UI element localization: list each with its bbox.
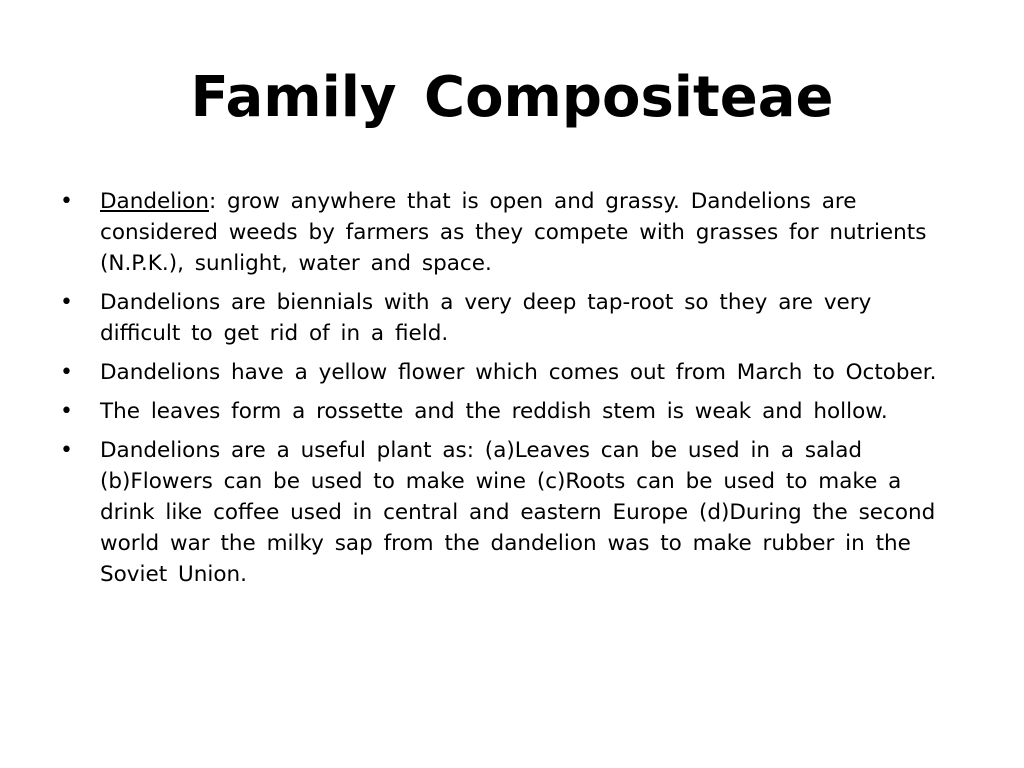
bullet-text: Dandelions have a yellow flower which comes out from March to October.	[100, 360, 937, 385]
bullet-item	[60, 357, 950, 388]
slide-title: Family Compositeae	[190, 65, 834, 130]
bullet-item	[60, 435, 950, 590]
bullet-text: The leaves form a rossette and the reddish stem is weak and hollow.	[100, 399, 888, 424]
bullet-point-icon: •	[60, 438, 73, 463]
bullet-point-icon: •	[60, 399, 73, 424]
bullet-list	[60, 186, 950, 598]
bullet-text: Dandelions are a useful plant as: (a)Leaves can be used in a salad (b)Flowers can be used to make wine (c)Roots can be used to make a drink like coffee used in central and eastern Europe (d)During the second world war the milky sap from the dandelion was to make rubber in the Soviet Union.	[100, 438, 936, 587]
bullet-text: Dandelions are biennials with a very deep tap-root so they are very difficult to get rid of in a field.	[100, 290, 872, 346]
bullet-item	[60, 287, 950, 349]
bullet-item	[60, 186, 950, 279]
bullet-item	[60, 396, 950, 427]
bullet-term: Dandelion	[100, 189, 209, 214]
bullet-text: : grow anywhere that is open and grassy. Dandelions are considered weeds by farmers as they compete with grasses for nutrients (N.P.K.), sunlight, water and space.	[100, 189, 927, 276]
bullet-point-icon: •	[60, 189, 73, 214]
bullet-point-icon: •	[60, 290, 73, 315]
bullet-point-icon: •	[60, 360, 73, 385]
